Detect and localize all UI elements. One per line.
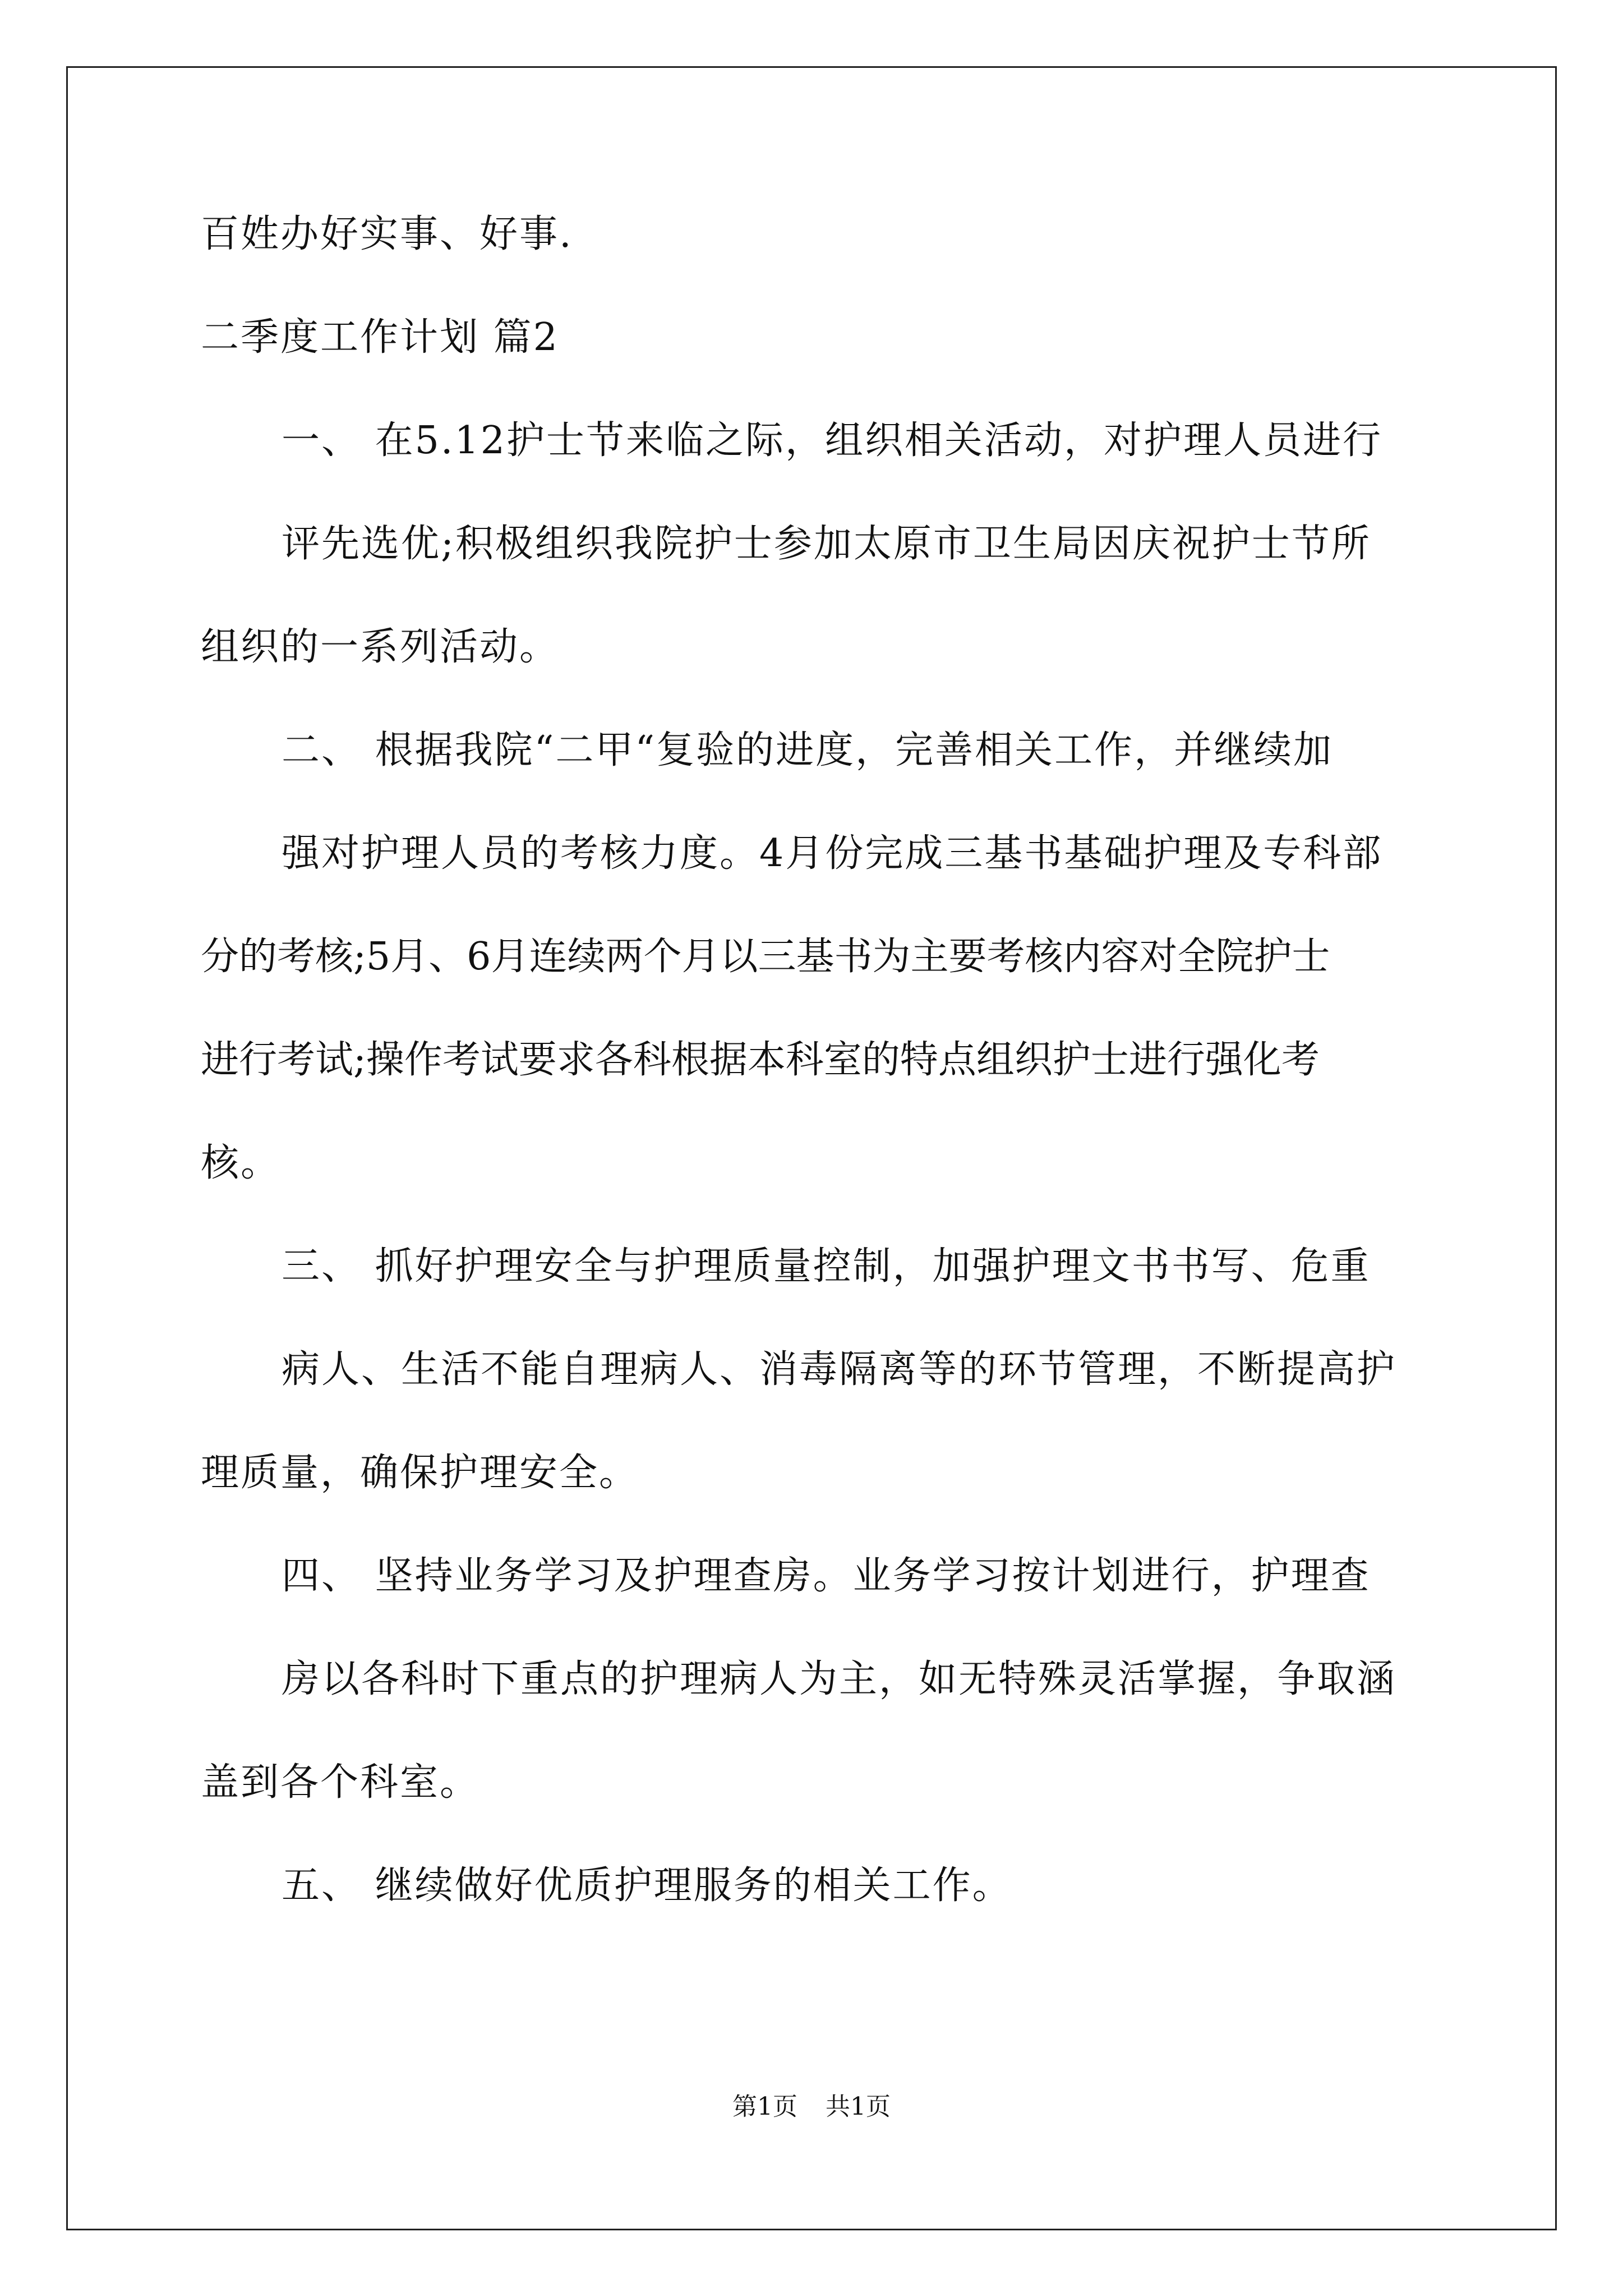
body-line: 核。: [201, 1141, 281, 1185]
body-line: 百姓办好实事、好事.: [201, 212, 573, 256]
page-footer: [0, 2091, 1623, 2123]
body-line: 评先选优;积极组织我院护士参加太原市卫生局因庆祝护士节所: [282, 522, 1371, 566]
body-line: 四、 坚持业务学习及护理查房。业务学习按计划进行，护理查: [282, 1554, 1371, 1598]
body-line: 盖到各个科室。: [201, 1760, 480, 1805]
body-line: 组织的一系列活动。: [201, 625, 560, 669]
body-line: 房以各科时下重点的护理病人为主，如无特殊灵活掌握，争取涵: [282, 1657, 1397, 1701]
body-line: 强对护理人员的考核力度。4月份完成三基书基础护理及专科部: [282, 831, 1383, 876]
body-line: 五、 继续做好优质护理服务的相关工作。: [282, 1864, 1012, 1908]
body-line: 分的考核;5月、6月连续两个月以三基书为主要考核内容对全院护士: [201, 935, 1330, 979]
body-line: 进行考试;操作考试要求各科根据本科室的特点组织护士进行强化考: [201, 1038, 1320, 1082]
body-line: 三、 抓好护理安全与护理质量控制，加强护理文书书写、危重: [282, 1244, 1371, 1289]
body-line: 理质量，确保护理安全。: [201, 1451, 639, 1495]
body-line: 二、 根据我院“二甲“复验的进度，完善相关工作，并继续加: [282, 728, 1334, 772]
section-heading: 二季度工作计划 篇2: [201, 315, 559, 360]
page-number: 第1页: [732, 2092, 797, 2121]
body-line: 病人、生活不能自理病人、消毒隔离等的环节管理，不断提高护: [282, 1347, 1397, 1392]
page-total: 共1页: [826, 2092, 891, 2121]
body-line: 一、 在5.12护士节来临之际，组织相关活动，对护理人员进行: [282, 418, 1383, 463]
